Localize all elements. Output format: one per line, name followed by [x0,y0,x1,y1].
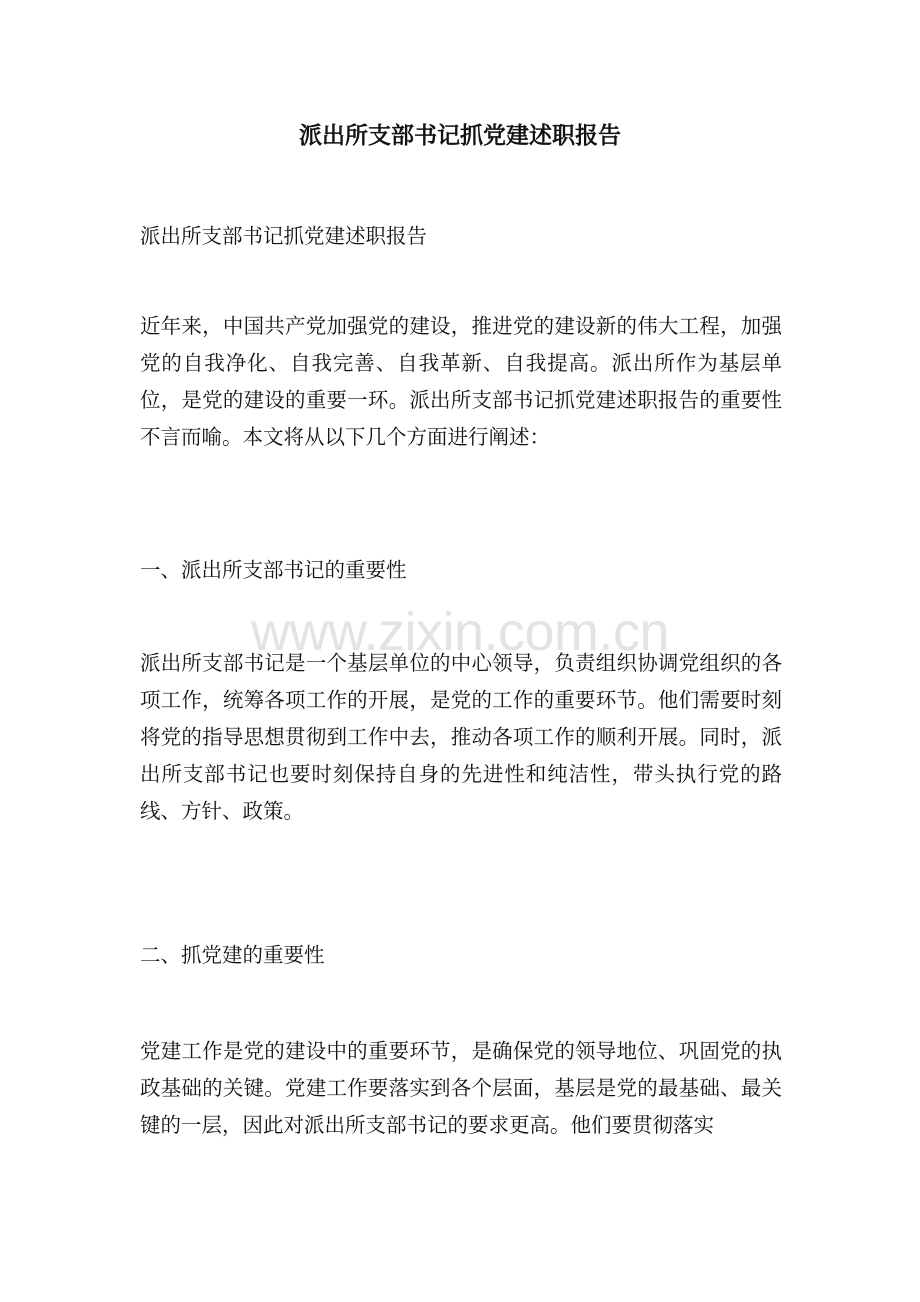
section-body-2: 党建工作是党的建设中的重要环节，是确保党的领导地位、巩固党的执政基础的关键。党建工作要落实到各个层面，基层是党的最基础、最关键的一层，因此对派出所支部书记的要求更高。他们要贯彻落实 [140,1039,782,1137]
document-subtitle: 派出所支部书记抓党建述职报告 [140,224,427,248]
section-body-1: 派出所支部书记是一个基层单位的中心领导，负责组织协调党组织的各项工作，统筹各项工作的开展，是党的工作的重要环节。他们需要时刻将党的指导思想贯彻到工作中去，推动各项工作的顺利开展。同时，派出所支部书记也要时刻保持自身的先进性和纯洁性，带头执行党的路线、方针、政策。 [140,651,782,823]
intro-paragraph: 近年来，中国共产党加强党的建设，推进党的建设新的伟大工程，加强党的自我净化、自我完善、自我革新、自我提高。派出所作为基层单位，是党的建设的重要一环。派出所支部书记抓党建述职报告的重要性不言而喻。本文将从以下几个方面进行阐述： [140,314,782,449]
section-heading-2: 二、抓党建的重要性 [140,943,325,967]
document-title: 派出所支部书记抓党建述职报告 [299,122,621,149]
section-heading-1: 一、派出所支部书记的重要性 [140,558,407,582]
watermark: www.zixin.com.cn [250,602,670,662]
